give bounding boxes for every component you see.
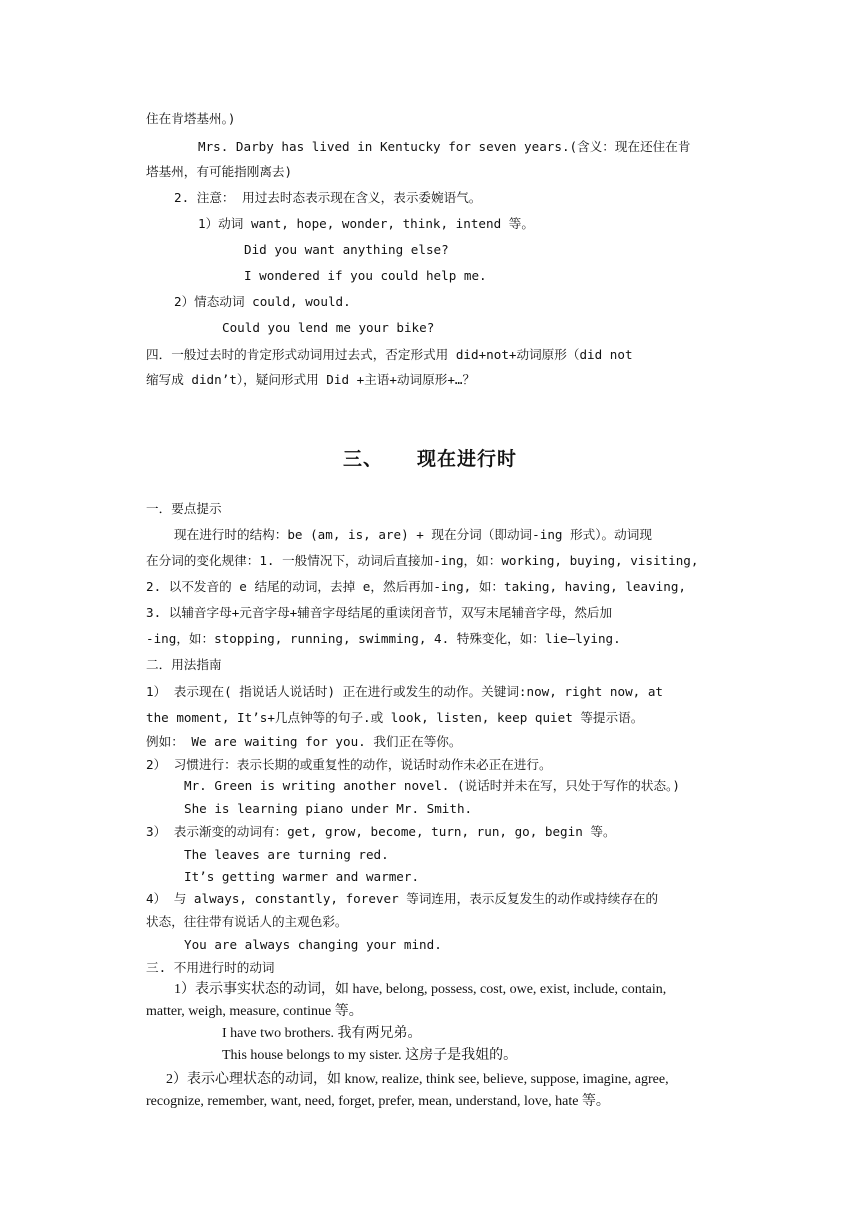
text-line: Mr. Green is writing another novel. (说话时并未在写，只处于写作的状态。) [184,778,680,793]
text-line: matter, weigh, measure, continue 等。 [146,1004,363,1019]
text-line: 2. 以不发音的 e 结尾的动词，去掉 e，然后再加-ing, 如：taking, having, leaving, [146,579,686,594]
text-line: Mrs. Darby has lived in Kentucky for seven years.(含义：现在还住在肯 [198,139,691,154]
text-line: -ing，如：stopping, running, swimming, 4. 特殊变化，如：lie—lying. [146,631,621,646]
text-line: Did you want anything else? [244,242,449,257]
text-line: The leaves are turning red. [184,847,389,862]
text-line: 状态，往往带有说话人的主观色彩。 [146,914,348,929]
section-heading [0,444,860,471]
text-line: 四．一般过去时的肯定形式动词用过去式，否定形式用 did+not+动词原形（did not [146,347,633,362]
text-line: 二．用法指南 [146,657,222,672]
text-line: 4） 与 always, constantly, forever 等词连用，表示反复发生的动作或持续存在的 [146,891,659,906]
text-line: This house belongs to my sister. 这房子是我姐的。 [222,1048,518,1063]
text-line: 1）表示事实状态的动词，如 have, belong, possess, cost, owe, exist, include, contain, [174,982,667,997]
text-line: the moment, It’s+几点钟等的句子.或 look, listen, keep quiet 等提示语。 [146,710,644,725]
text-line: 3） 表示渐变的动词有：get, grow, become, turn, run, go, begin 等。 [146,824,616,839]
text-line: 一．要点提示 [146,501,222,516]
text-line: Could you lend me your bike? [222,320,435,335]
text-line: 2） 习惯进行：表示长期的或重复性的动作，说话时动作未必正在进行。 [146,757,552,772]
text-line: 塔基州，有可能指刚离去) [146,164,293,179]
text-line: 2）表示心理状态的动词，如 know, realize, think see, believe, suppose, imagine, agree, [166,1072,669,1087]
text-line: 2）情态动词 could, would. [174,294,351,309]
section-number: 三、 [342,448,383,470]
text-line: 三. 不用进行时的动词 [146,960,275,975]
section-title: 现在进行时 [417,448,518,470]
text-line: I wondered if you could help me. [244,268,487,283]
text-line: 住在肯塔基州。) [146,111,236,126]
text-line: 在分词的变化规律：1. 一般情况下，动词后直接加-ing，如：working, buying, visiting, [146,553,699,568]
text-line: recognize, remember, want, need, forget, prefer, mean, understand, love, hate 等。 [146,1094,610,1109]
text-line: 3. 以辅音字母+元音字母+辅音字母结尾的重读闭音节，双写末尾辅音字母，然后加 [146,605,613,620]
text-line: It’s getting warmer and warmer. [184,869,420,884]
text-line: 现在进行时的结构：be (am, is, are) + 现在分词（即动词-ing 形式）。动词现 [174,527,652,542]
text-line: 例如： We are waiting for you. 我们正在等你。 [146,734,462,749]
text-line: You are always changing your mind. [184,937,442,952]
text-line: 2. 注意： 用过去时态表示现在含义，表示委婉语气。 [174,190,482,205]
text-line: 缩写成 didn’t），疑问形式用 Did +主语+动词原形+…？ [146,372,476,387]
text-line: I have two brothers. 我有两兄弟。 [222,1026,422,1041]
text-line: 1） 表示现在( 指说话人说话时) 正在进行或发生的动作。关键词:now, right now, at [146,684,663,699]
text-line: 1）动词 want, hope, wonder, think, intend 等。 [198,216,534,231]
text-line: She is learning piano under Mr. Smith. [184,801,473,816]
